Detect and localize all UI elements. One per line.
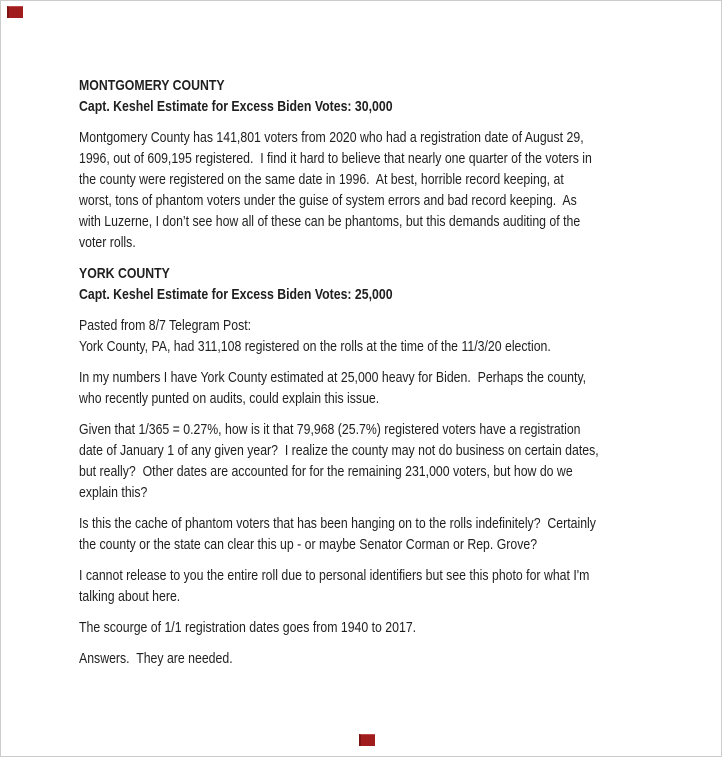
- text-line: talking about here.: [79, 588, 181, 605]
- text-line: Pasted from 8/7 Telegram Post:: [79, 317, 252, 334]
- text-line: explain this?: [79, 484, 148, 501]
- section-scourge-paragraph: [79, 617, 679, 638]
- text-line: the county or the state can clear this up - or maybe Senator Corman or Rep. Grove?: [79, 536, 538, 553]
- text-line: who recently punted on audits, could explain this issue.: [79, 390, 380, 407]
- section-photo-note-paragraph: [79, 565, 679, 607]
- section-telegram-paste: [79, 315, 679, 357]
- text-line: worst, tons of phantom voters under the guise of system errors and bad record keeping. As: [79, 192, 577, 209]
- text-line: I cannot release to you the entire roll due to personal identifiers but see this photo for what I'm: [79, 567, 590, 584]
- text-line: Is this the cache of phantom voters that has been hanging on to the rolls indefinitely? Certainly: [79, 515, 596, 532]
- red-artifact-mark-bottom: [359, 734, 375, 746]
- section-montgomery-heading: [79, 75, 679, 117]
- section-registration-dates-paragraph: [79, 419, 679, 503]
- section-montgomery-paragraph: [79, 127, 679, 253]
- section-phantom-cache-paragraph: [79, 513, 679, 555]
- section-york-heading: [79, 263, 679, 305]
- heading-line: YORK COUNTY: [79, 265, 170, 282]
- text-line: York County, PA, had 311,108 registered on the rolls at the time of the 11/3/20 election.: [79, 338, 551, 355]
- text-line: The scourge of 1/1 registration dates goes from 1940 to 2017.: [79, 619, 417, 636]
- text-line: voter rolls.: [79, 234, 136, 251]
- document-body: [79, 75, 679, 679]
- text-line: the county were registered on the same date in 1996. At best, horrible record keeping, at: [79, 171, 564, 188]
- text-line: Montgomery County has 141,801 voters from 2020 who had a registration date of August 29,: [79, 129, 584, 146]
- section-york-estimate-paragraph: [79, 367, 679, 409]
- text-line: 1996, out of 609,195 registered. I find it hard to believe that nearly one quarter of the voters in: [79, 150, 592, 167]
- text-line: but really? Other dates are accounted for for the remaining 231,000 voters, but how do we: [79, 463, 573, 480]
- heading-line: Capt. Keshel Estimate for Excess Biden Votes: 30,000: [79, 98, 393, 115]
- heading-line: Capt. Keshel Estimate for Excess Biden Votes: 25,000: [79, 286, 393, 303]
- heading-line: MONTGOMERY COUNTY: [79, 77, 225, 94]
- text-line: In my numbers I have York County estimated at 25,000 heavy for Biden. Perhaps the county,: [79, 369, 587, 386]
- text-line: Given that 1/365 = 0.27%, how is it that 79,968 (25.7%) registered voters have a registration: [79, 421, 581, 438]
- red-artifact-mark-top: [7, 6, 23, 18]
- text-line: date of January 1 of any given year? I realize the county may not do business on certain dates,: [79, 442, 599, 459]
- section-answers-paragraph: [79, 648, 679, 669]
- text-line: with Luzerne, I don’t see how all of these can be phantoms, but this demands auditing of the: [79, 213, 581, 230]
- text-line: Answers. They are needed.: [79, 650, 233, 667]
